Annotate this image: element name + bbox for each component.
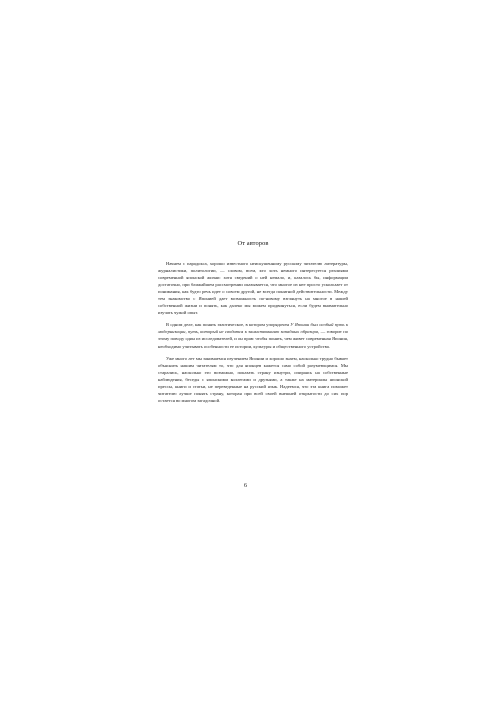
page-number: 6 [244, 483, 247, 489]
paragraph-2-lead: В одном деле, как понять экзотическое, в котором упорядочен [166, 322, 289, 328]
paragraph-2 [158, 321, 348, 349]
page-heading: От авторов [237, 240, 269, 247]
paragraph-3: Уже много лет мы занимаемся изучением Японии и хорошо знаем, насколько трудно бывает объяснить нашим читателям то, что для японцев кажется само собой разумеющимся. Мы старались, насколько это возможно, показать страну изнутри, опираясь на собственные наблюдения, беседы с японскими коллегами и друзьями, а также на материалы японской прессы, книги и статьи, не переведенные на русский язык. Надеемся, что эта книга поможет читателю лучше понять страну, которая при всей своей внешней открытости до сих пор остается во многом загадочной. [158, 355, 348, 403]
paragraph-2-quote: У Японии был особый путь к модернизации, путь, который не сводится к заимствованию западных образцов, [158, 322, 348, 335]
paragraph-1: Начнем с парадокса, хорошо известного неискушенному русскому читателю литературы, журналистики, политологии, — словом, всем, кто хоть немного интересуется реалиями современной японской жизни: хотя сведений о ней немало, и, казалось бы, информации достаточно, при ближайшем рассмотрении оказывается, что многое из нее просто ускользает от понимания, как будто речь идет о совсем другой, не всегда понятной действительности. Между тем знакомство с Японией дает возможность по-новому взглянуть на многое в нашей собственной жизни и понять, как далеко мы можем продвинуться, если будем внимательно изучать чужой опыт. [158, 261, 348, 316]
text-block [158, 240, 348, 409]
paragraph-2-tail: — говорит по этому поводу один из исследователей, и он прав: чтобы понять, чем живет современная Япония, необходимо учитывать особенности ее истории, культуры и общественного устройства. [158, 329, 348, 349]
